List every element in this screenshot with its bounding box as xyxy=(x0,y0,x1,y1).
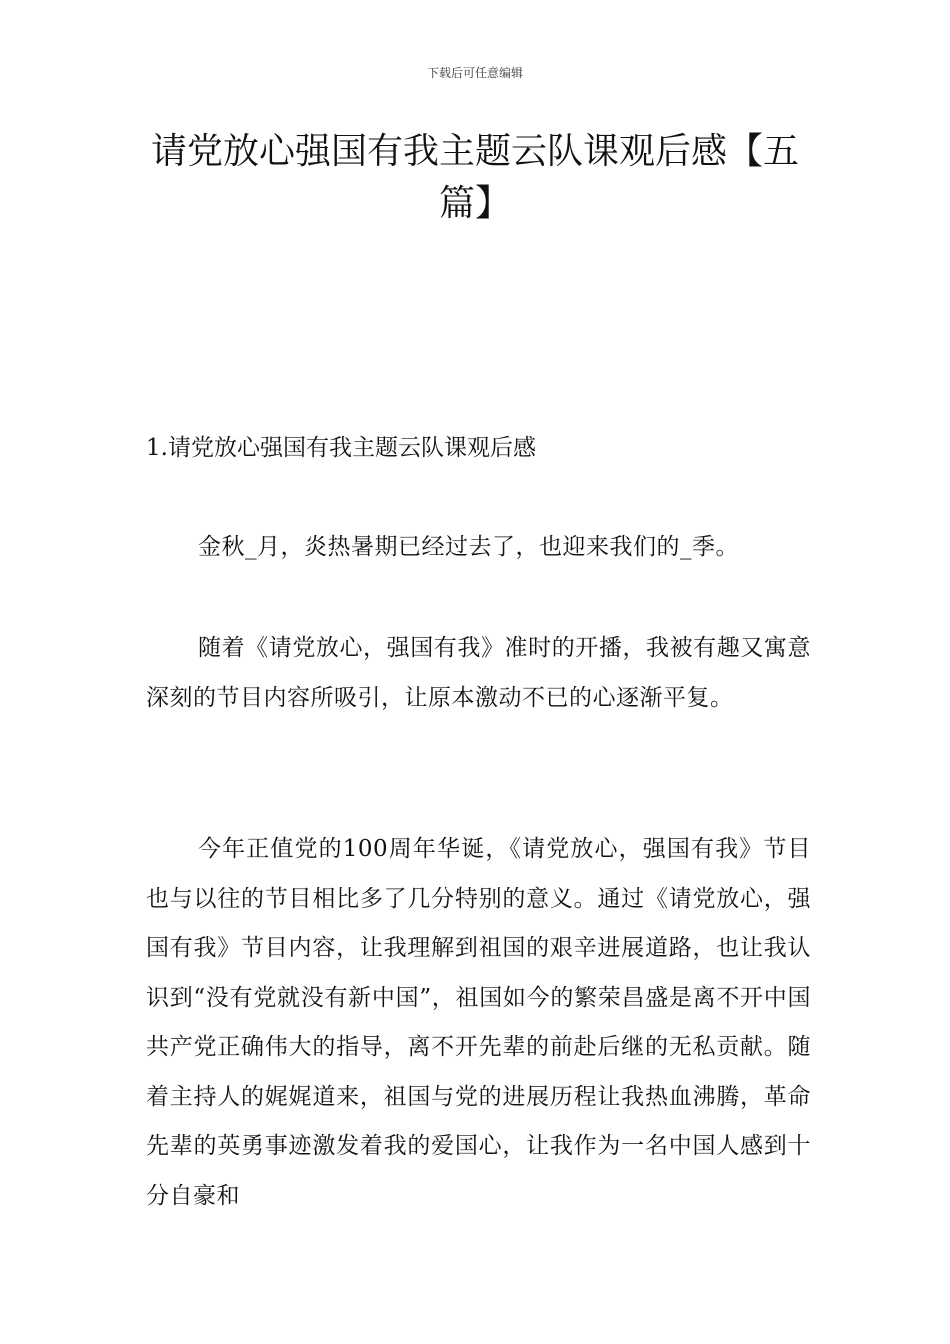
page-header-note: 下载后可任意编辑 xyxy=(426,66,523,80)
paragraph-1: 金秋_月，炎热暑期已经过去了，也迎来我们的_季。 xyxy=(198,534,739,560)
paragraph-3: 今年正值党的100周年华诞，《请党放心，强国有我》节目也与以往的节目相比多了几分特别的意义。通过《请党放心，强国有我》节目内容，让我理解到祖国的艰辛进展道路，也让我认识到“没有党就没有新中国”，祖国如今的繁荣昌盛是离不开中国共产党正确伟大的指导，离不开先辈的前赴后继的无私贡献。随着主持人的娓娓道来，祖国与党的进展历程让我热血沸腾，革命先辈的英勇事迹激发着我的爱国心，让我作为一名中国人感到十分自豪和 xyxy=(146,836,811,1209)
paragraph-2: 随着《请党放心，强国有我》准时的开播，我被有趣又寓意深刻的节目内容所吸引，让原本激动不已的心逐渐平复。 xyxy=(146,635,811,711)
section-heading: 1.请党放心强国有我主题云队课观后感 xyxy=(146,435,536,461)
document-title: 请党放心强国有我主题云队课观后感【五篇】 xyxy=(150,131,799,224)
